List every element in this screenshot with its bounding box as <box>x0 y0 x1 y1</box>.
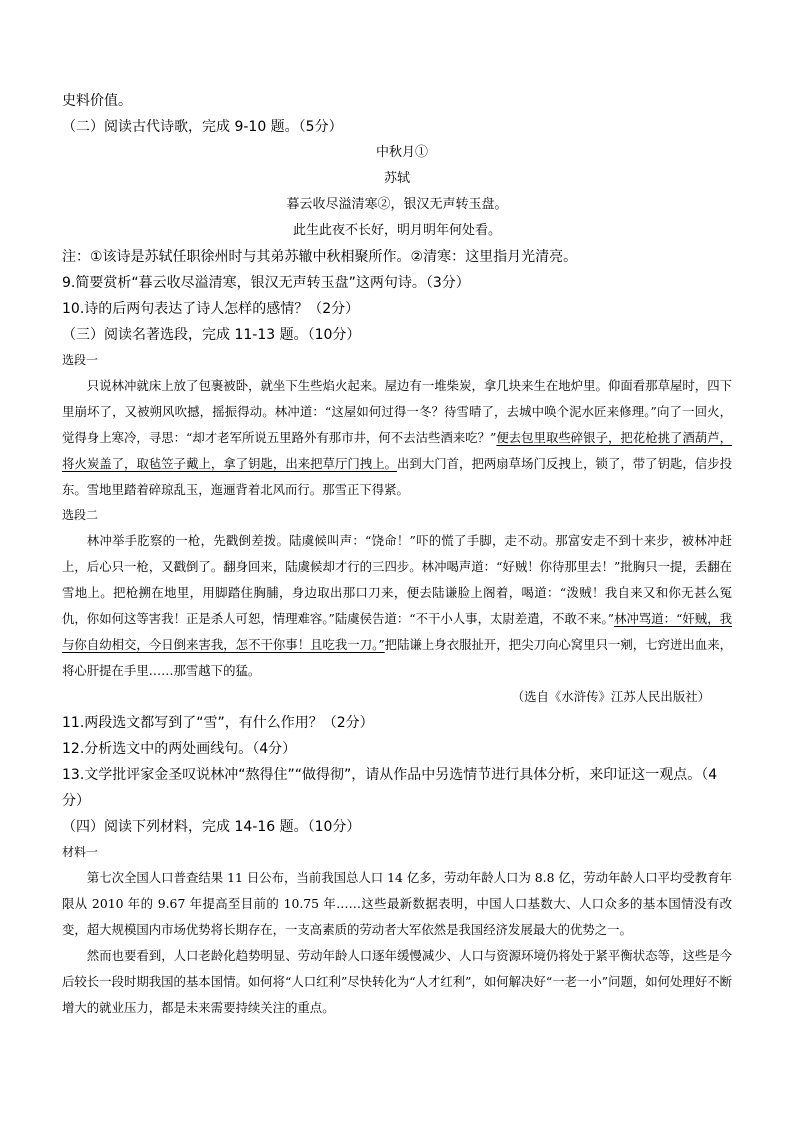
intro-tail: 史料价值。 <box>62 93 132 109</box>
material-1-paragraph-1: 第七次全国人口普查结果 11 日公布，当前我国总人口 14 亿多，劳动年龄人口为 8.8 亿，劳动年龄人口平均受教育年限从 2010 年的 9.67 年提高至目前的 10.75 年……这些最新数据表明，中国人口基数大、人口众多的基本国情没有改变，超大规模国内市场优势将长期存在，一支高素质的劳动者大军依然是我国经济发展最大的优势之一。 <box>62 870 732 937</box>
section3-heading: （三）阅读名著选段，完成 11-13 题。（10分） <box>62 327 361 343</box>
excerpt-2-underlined: 林冲骂道：“奸贼，我与你自幼相交，今日倒来害我，怎不干你事！且吃我一刀。” <box>62 611 732 652</box>
poem-line-1: 暮云收尽溢清寒②，银汉无声转玉盘。 <box>286 197 508 212</box>
exam-page <box>62 88 732 1021</box>
excerpt-1 <box>62 373 732 503</box>
material-1-paragraph-2: 然而也要看到，人口老龄化趋势明显、劳动年龄人口逐年缓慢减少、人口与资源环境仍将处于紧平衡状态等，这些是今后较长一段时期我国的基本国情。如何将“人口红利”尽快转化为“人才红利”，如何解决好“一老一小”问题，如何处理好不断增大的就业压力，都是未来需要持续关注的重点。 <box>62 948 732 1015</box>
excerpt-2-text-b: 把陆谦上身衣服扯开，把尖刀向心窝里只一剜，七窍迸出血来，将心肝提在手里……那雪越下的猛。 <box>62 637 733 678</box>
material-1-label: 材料一 <box>62 845 99 859</box>
poem <box>62 140 732 244</box>
excerpt-1-text-a: 只说林冲就床上放了包裹被卧，就坐下生些焰火起来。屋边有一堆柴炭，拿几块来生在地炉里。仰面看那草屋时，四下里崩坏了，又被朔风吹撼，摇振得动。林冲道：“这屋如何过得一冬？待雪晴了，去城中唤个泥水匠来修理。”向了一回火，觉得身上寒冷，寻思：“却才老军所说五里路外有那市井，何不去沽些酒来吃？” <box>62 378 732 445</box>
question-12: 12.分析选文中的两处画线句。（4分） <box>62 741 297 757</box>
poem-poet: 苏轼 <box>383 171 410 186</box>
excerpt-2-text-a: 林冲举手肐察的一枪，先戳倒差拨。陆虞候叫声：“饶命！”吓的慌了手脚，走不动。那富安走不到十来步，被林冲赶上，后心只一枪，又戳倒了。翻身回来，陆虞候却才行的三四步。林冲喝声道：“好贼！你待那里去！”批胸只一提，丢翻在雪地上。把枪搠在地里，用脚踏住胸脯，身边取出那口刀来，便去陆谦脸上阁着，喝道：“泼贼！我自来又和你无甚么冤仇，你如何这等害我！正是杀人可恕，情理难容。”陆虞侯告道：“不干小人事，太尉差遣，不敢不来。” <box>62 533 732 626</box>
excerpt-1-underlined: 便去包里取些碎银子，把花枪挑了酒葫芦，将火炭盖了，取毡笠子戴上，拿了钥匙，出来把草厅门拽上。 <box>62 430 733 471</box>
excerpt-source: （选自《水浒传》江苏人民出版社） <box>511 689 710 704</box>
section4-heading: （四）阅读下列材料，完成 14-16 题。（10分） <box>62 819 361 835</box>
excerpt-1-text-b: 出到大门首，把两扇草场门反拽上，锁了，带了钥匙，信步投东。雪地里踏着碎琼乱玉，迤逦背着北风而行。那雪正下得紧。 <box>62 456 733 497</box>
excerpt-1-label: 选段一 <box>62 353 99 367</box>
excerpt-2 <box>62 528 732 684</box>
poem-title: 中秋月① <box>375 145 428 160</box>
question-13: 13.文学批评家金圣叹说林冲“熬得住”“做得彻”，请从作品中另选情节进行具体分析，来印证这一观点。（4分） <box>62 767 718 809</box>
question-10: 10.诗的后两句表达了诗人怎样的感情？（2分） <box>62 301 360 317</box>
section2-heading: （二）阅读古代诗歌，完成 9-10 题。（5分） <box>62 119 343 135</box>
poem-note: 注：①该诗是苏轼任职徐州时与其弟苏辙中秋相聚所作。②清寒：这里指月光清亮。 <box>62 249 578 265</box>
question-11: 11.两段选文都写到了“雪”，有什么作用？（2分） <box>62 715 374 731</box>
poem-line-2: 此生此夜不长好，明月明年何处看。 <box>292 223 501 238</box>
question-9: 9.简要赏析“暮云收尽溢清寒，银汉无声转玉盘”这两句诗。（3分） <box>62 275 470 291</box>
excerpt-2-label: 选段二 <box>62 508 99 522</box>
